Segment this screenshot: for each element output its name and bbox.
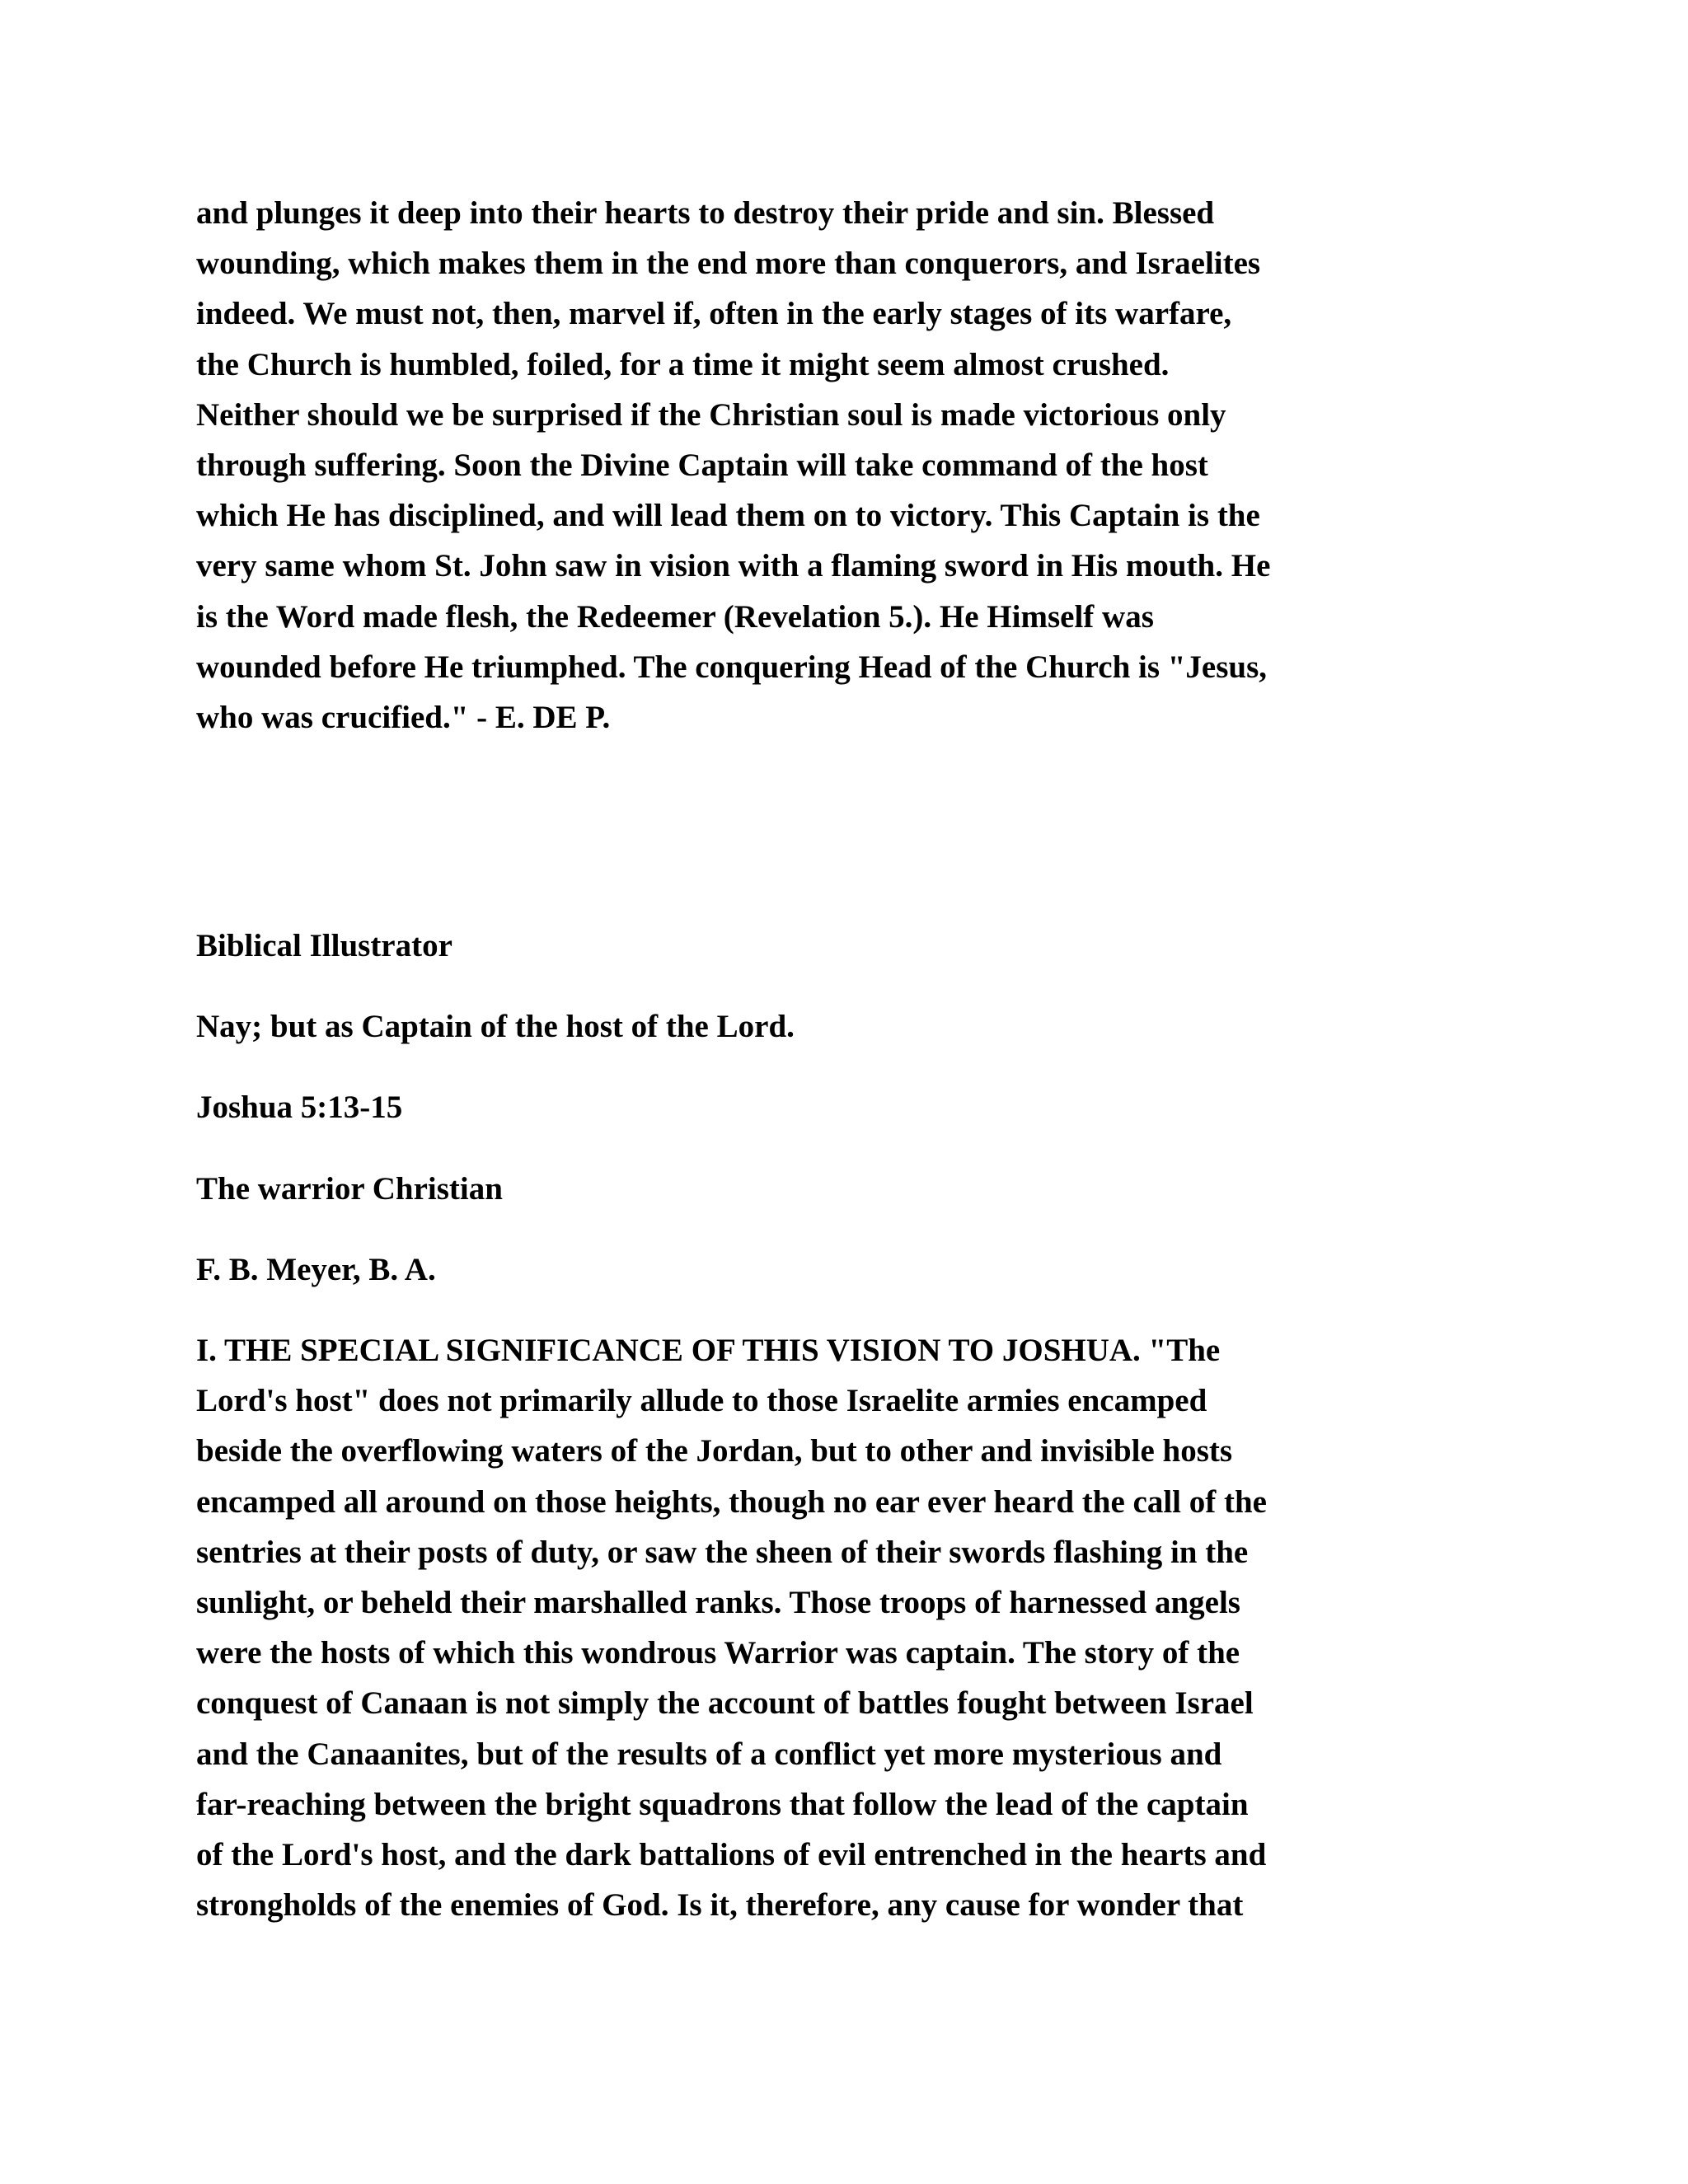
paragraph-line: beside the overflowing waters of the Jordan, but to other and invisible hosts [196, 1433, 1233, 1469]
paragraph-line: sunlight, or beheld their marshalled ranks. Those troops of harnessed angels [196, 1584, 1240, 1620]
line-gap [196, 971, 1498, 1001]
paragraph-line: indeed. We must not, then, marvel if, often in the early stages of its warfare, [196, 296, 1232, 332]
page-content [196, 188, 1498, 1930]
paragraph-line: Lord's host" does not primarily allude to those Israelite armies encamped [196, 1383, 1207, 1419]
paragraph-line: sentries at their posts of duty, or saw the sheen of their swords flashing in the [196, 1534, 1249, 1570]
line-gap [196, 1295, 1498, 1325]
continued-paragraph [196, 188, 1498, 743]
paragraph-line: Neither should we be surprised if the Christian soul is made victorious only [196, 396, 1226, 433]
paragraph-line: and the Canaanites, but of the results of a conflict yet more mysterious and [196, 1736, 1222, 1772]
paragraph-line: the Church is humbled, foiled, for a time it might seem almost crushed. [196, 346, 1170, 382]
paragraph-line: strongholds of the enemies of God. Is it, therefore, any cause for wonder that [196, 1887, 1244, 1924]
paragraph-line: conquest of Canaan is not simply the account of battles fought between Israel [196, 1685, 1254, 1722]
main-paragraph [196, 1325, 1498, 1930]
paragraph-line: wounded before He triumphed. The conquering Head of the Church is "Jesus, [196, 649, 1268, 685]
paragraph-line: were the hosts of which this wondrous Warrior was captain. The story of the [196, 1635, 1240, 1671]
paragraph-line: which He has disciplined, and will lead them on to victory. This Captain is the [196, 498, 1260, 534]
section-gap [196, 743, 1498, 921]
quote-line: Nay; but as Captain of the host of the Lord. [196, 1009, 795, 1045]
paragraph-line: of the Lord's host, and the dark battalions of evil entrenched in the hearts and [196, 1836, 1267, 1872]
line-gap [196, 1052, 1498, 1082]
paragraph-line: very same whom St. John saw in vision with a flaming sword in His mouth. He [196, 548, 1271, 584]
paragraph-line: I. THE SPECIAL SIGNIFICANCE OF THIS VISION TO JOSHUA. "The [196, 1333, 1221, 1368]
paragraph-line: far-reaching between the bright squadrons that follow the lead of the captain [196, 1786, 1249, 1822]
paragraph-line: through suffering. Soon the Divine Captain will take command of the host [196, 447, 1208, 483]
author-line: F. B. Meyer, B. A. [196, 1251, 436, 1287]
paragraph-line: wounding, which makes them in the end more than conquerors, and Israelites [196, 246, 1261, 282]
line-gap [196, 1133, 1498, 1164]
section-title: The warrior Christian [196, 1170, 503, 1207]
source-title: Biblical Illustrator [196, 928, 452, 964]
paragraph-line: who was crucified." - E. DE P. [196, 699, 611, 735]
paragraph-line: encamped all around on those heights, though no ear ever heard the call of the [196, 1483, 1267, 1520]
scripture-reference: Joshua 5:13-15 [196, 1090, 403, 1126]
paragraph-line: and plunges it deep into their hearts to destroy their pride and sin. Blessed [196, 195, 1215, 231]
line-gap [196, 1214, 1498, 1244]
paragraph-line: is the Word made flesh, the Redeemer (Revelation 5.). He Himself was [196, 598, 1154, 635]
